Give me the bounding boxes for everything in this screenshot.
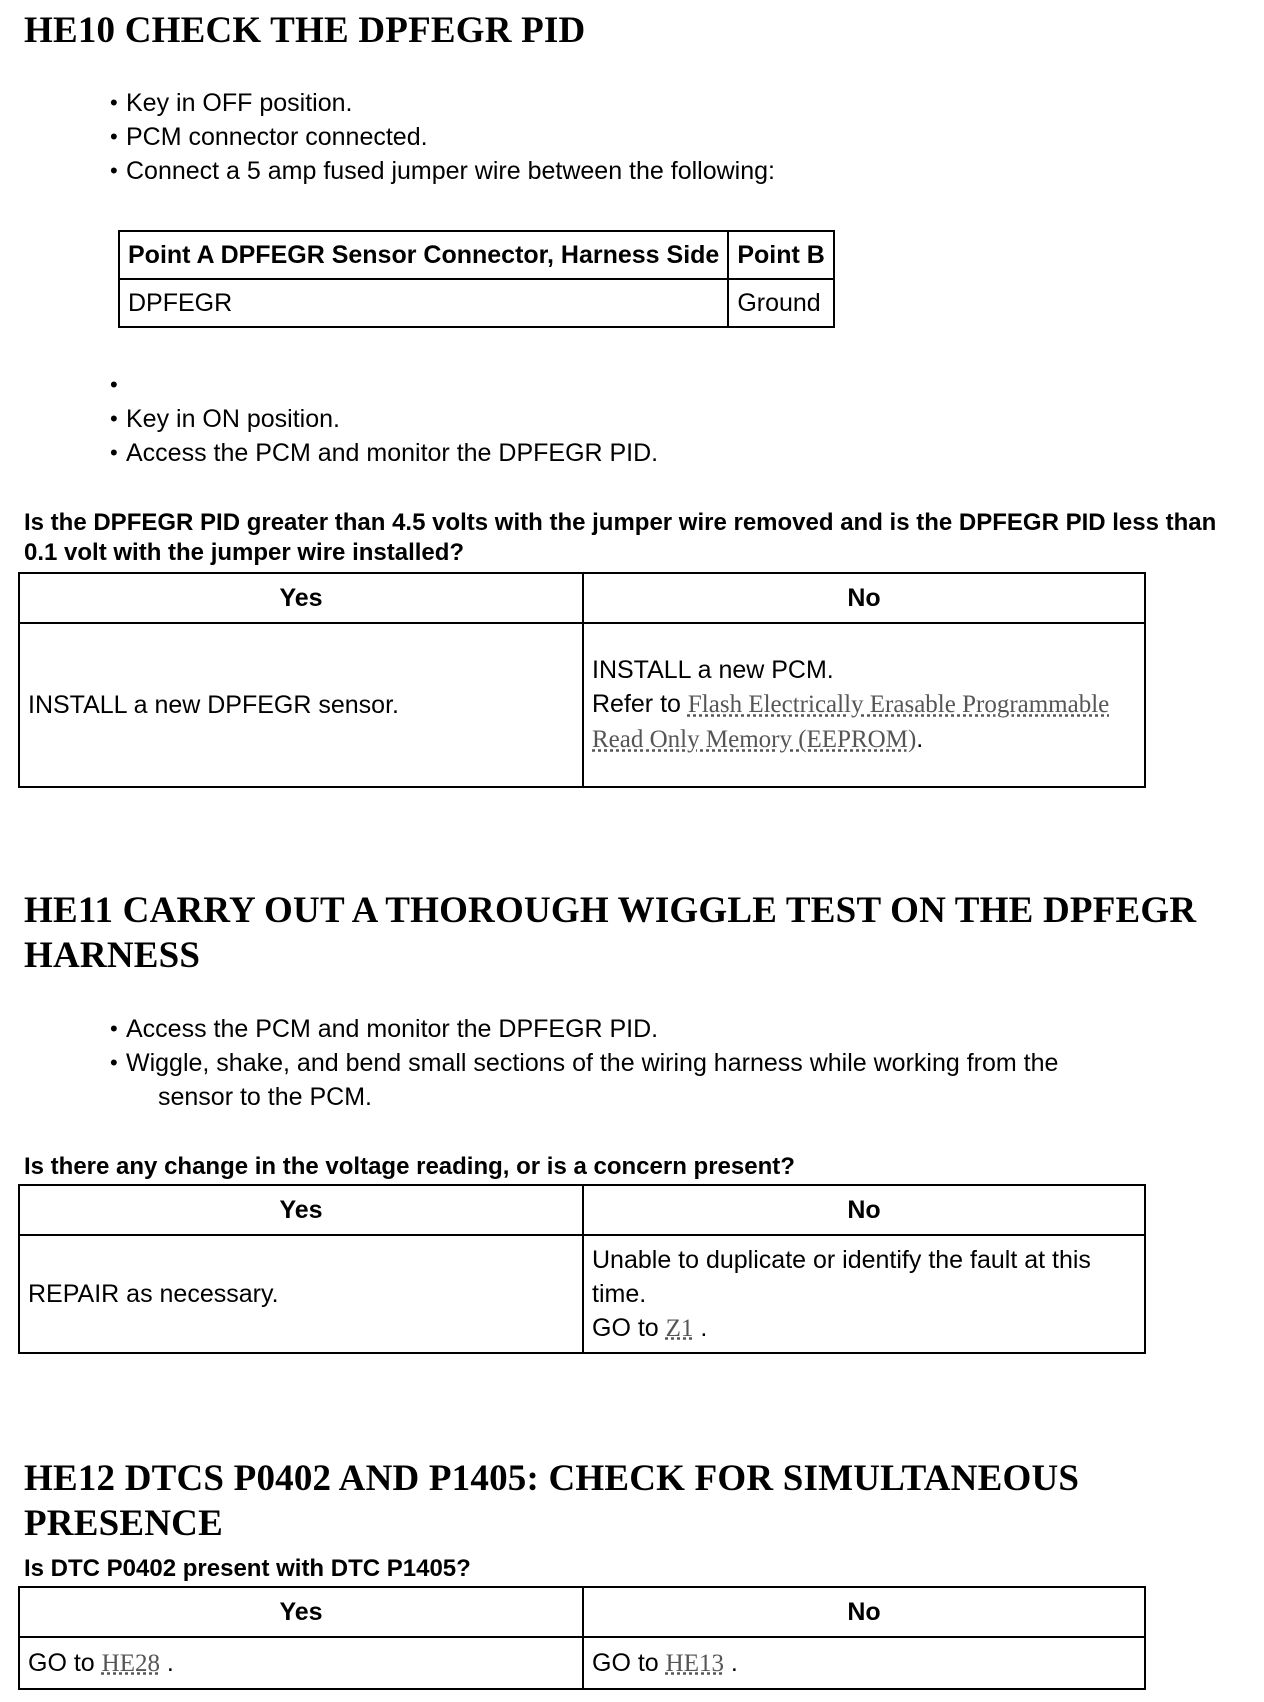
he11-steps — [110, 1012, 1190, 1114]
he28-link[interactable]: HE28 — [101, 1649, 160, 1677]
no-header: No — [583, 1587, 1145, 1637]
no-header: No — [583, 573, 1145, 623]
table-header-row — [119, 231, 834, 279]
point-b-cell: Ground — [728, 279, 834, 327]
he12-yes-no-table — [18, 1586, 1146, 1690]
go-text: GO to — [592, 1648, 659, 1677]
go-text: GO to — [28, 1648, 95, 1677]
list-item: • Connect a 5 amp fused jumper wire between the following: — [110, 154, 1190, 188]
point-a-header: Point A DPFEGR Sensor Connector, Harness Side — [119, 231, 728, 279]
he11-question: Is there any change in the voltage reading, or is a concern present? — [24, 1153, 795, 1180]
he12-title: HE12 DTCS P0402 AND P1405: CHECK FOR SIMULTANEOUS PRESENCE — [24, 1458, 1080, 1544]
no-line-1: INSTALL a new PCM. — [592, 656, 834, 684]
he10-steps-a — [110, 86, 1190, 188]
list-item — [110, 368, 1190, 402]
he10-question: Is the DPFEGR PID greater than 4.5 volts with the jumper wire removed and is the DPFEGR PID less than 0.1 volt with the jumper wire installed? — [24, 509, 1217, 566]
no-cell — [583, 623, 1145, 787]
point-a-cell: DPFEGR — [119, 279, 728, 327]
yes-cell — [19, 1637, 583, 1689]
no-header: No — [583, 1185, 1145, 1235]
point-b-header: Point B — [728, 231, 834, 279]
yes-header: Yes — [19, 573, 583, 623]
list-item — [110, 1046, 1190, 1114]
he10-yes-no-table — [18, 572, 1146, 788]
eeprom-link[interactable]: Flash Electrically Erasable Programmable Read Only Memory (EEPROM) — [592, 691, 1110, 753]
step-line-1: Wiggle, shake, and bend small sections of the wiring harness while working from the — [126, 1049, 1059, 1077]
yes-cell: INSTALL a new DPFEGR sensor. — [19, 623, 583, 787]
table-row — [19, 623, 1145, 787]
list-item: • PCM connector connected. — [110, 120, 1190, 154]
no-end: . — [916, 725, 924, 753]
table-header-row — [19, 1185, 1145, 1235]
table-row — [19, 1235, 1145, 1353]
no-end: . — [723, 1648, 738, 1677]
table-row — [119, 279, 834, 327]
no-end: . — [693, 1313, 708, 1342]
refer-text: Refer to — [592, 690, 681, 718]
list-item: • Key in OFF position. — [110, 86, 1190, 120]
list-item: • Access the PCM and monitor the DPFEGR PID. — [110, 1012, 1190, 1046]
connector-table — [118, 230, 835, 328]
yes-cell: REPAIR as necessary. — [19, 1235, 583, 1353]
he11-title: HE11 CARRY OUT A THOROUGH WIGGLE TEST ON THE DPFEGR HARNESS — [24, 890, 1197, 976]
list-item: • Access the PCM and monitor the DPFEGR PID. — [110, 436, 1190, 470]
table-row — [19, 1637, 1145, 1689]
table-header-row — [19, 1587, 1145, 1637]
he13-link[interactable]: HE13 — [665, 1649, 724, 1677]
he12-question: Is DTC P0402 present with DTC P1405? — [24, 1555, 471, 1582]
no-cell — [583, 1235, 1145, 1353]
he10-steps-b — [110, 368, 1190, 470]
list-item: • Key in ON position. — [110, 402, 1190, 436]
no-line-1: Unable to duplicate or identify the fault at this time. — [592, 1245, 1091, 1308]
step-line-2: sensor to the PCM. — [158, 1083, 372, 1111]
he11-yes-no-table — [18, 1184, 1146, 1354]
no-cell — [583, 1637, 1145, 1689]
yes-header: Yes — [19, 1185, 583, 1235]
z1-link[interactable]: Z1 — [665, 1314, 694, 1342]
table-header-row — [19, 573, 1145, 623]
yes-end: . — [159, 1648, 174, 1677]
go-text: GO to — [592, 1313, 659, 1342]
yes-header: Yes — [19, 1587, 583, 1637]
he10-title: HE10 CHECK THE DPFEGR PID — [24, 10, 586, 51]
